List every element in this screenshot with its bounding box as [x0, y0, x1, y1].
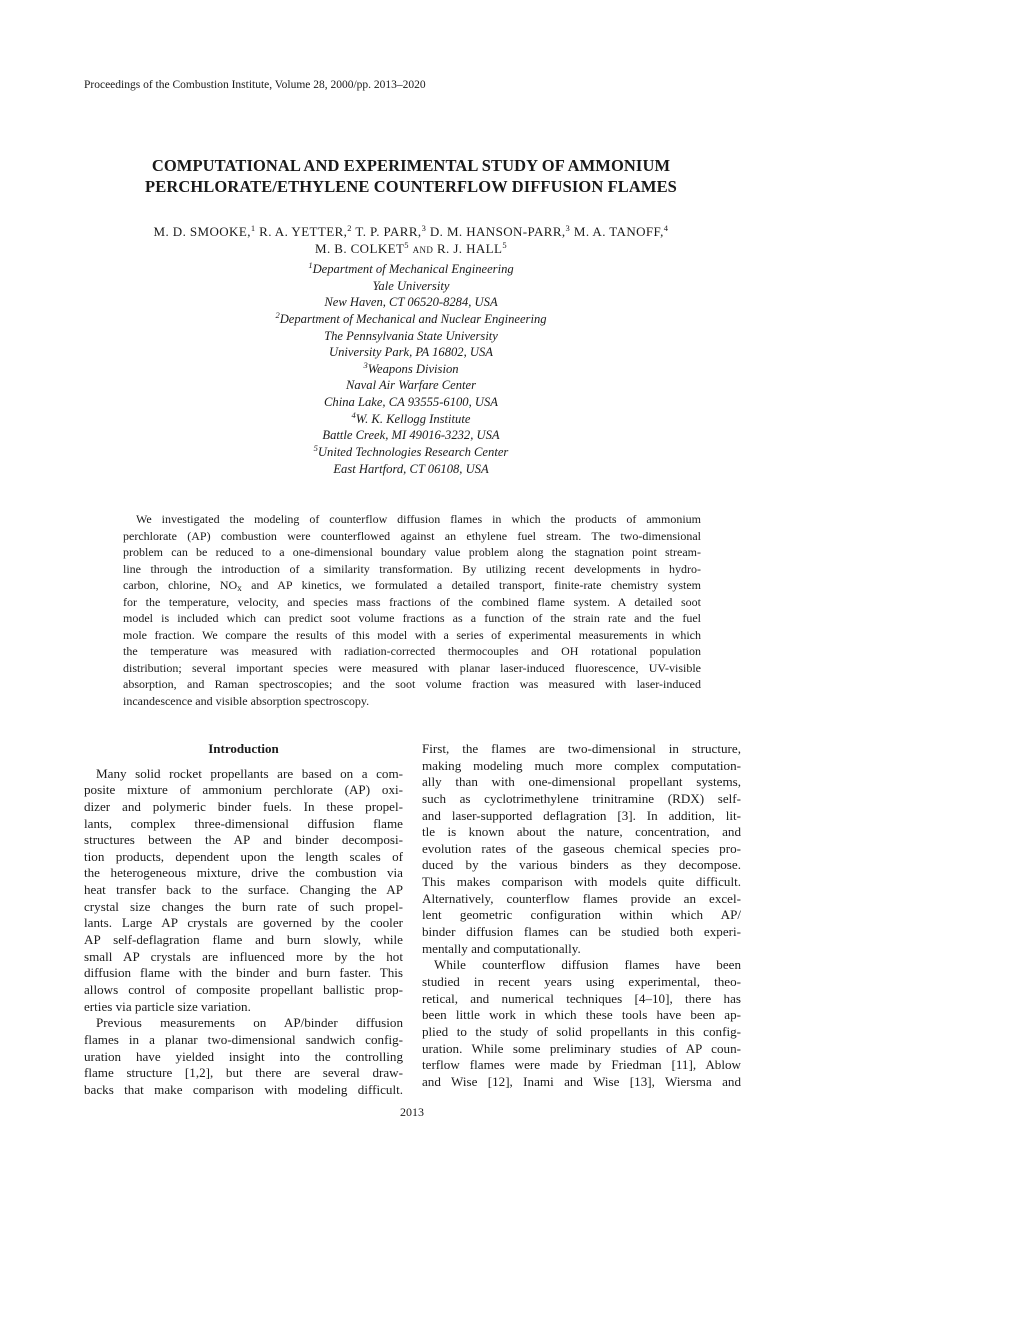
author-name: T. P. PARR,: [355, 224, 422, 239]
affil-text: Battle Creek, MI 49016-3232, USA: [322, 428, 500, 443]
abstract-line: [123, 577, 701, 594]
author-line-2: [60, 240, 762, 257]
body-line: lants, complex three-dimensional diffusion flame: [84, 815, 403, 831]
body-line: the heterogeneous mixture, drive the combustion via: [84, 865, 403, 881]
body-line: plied to the study of solid propellants in this config-: [422, 1023, 741, 1039]
body-line: binder diffusion flames can be studied both experi-: [422, 924, 741, 940]
abstract-line: problem can be reduced to a one-dimensional boundary value problem along the stagnation point stream-: [123, 545, 701, 559]
affil-mark: 3: [363, 359, 368, 370]
body-line: making modeling much more complex computation-: [422, 757, 741, 773]
body-line: retical, and numerical techniques [4–10], there has: [422, 990, 741, 1006]
body-line: studied in recent years using experimental, theo-: [422, 973, 741, 989]
paper-title: [60, 155, 762, 197]
body-line: duced by the various binders as they decompose.: [422, 857, 741, 873]
affil-text: Yale University: [372, 278, 450, 293]
author-affil-mark: 2: [347, 223, 352, 233]
author-affil-mark: 5: [502, 240, 508, 250]
affiliation-line: [60, 411, 762, 428]
affil-text: New Haven, CT 06520-8284, USA: [324, 295, 498, 310]
section-heading-introduction: Introduction: [208, 741, 279, 756]
affil-mark: 4: [351, 409, 356, 420]
right-column: [422, 741, 741, 1090]
affiliation-line: [60, 294, 762, 311]
body-line: allows control of composite propellant ballistic prop-: [84, 981, 403, 997]
author-affil-mark: 3: [421, 223, 427, 233]
body-line: tion products, dependent upon the length scales of: [84, 848, 403, 864]
body-line: Previous measurements on AP/binder diffusion: [96, 1015, 403, 1031]
body-line: backs that make comparison with modeling difficult.: [84, 1081, 403, 1097]
body-line: dizer and polymeric binder fuels. In these propel-: [84, 798, 403, 814]
body-line: AP self-deflagration flame and burn slowly, while: [84, 932, 403, 948]
body-line: lants. Large AP crystals are governed by the cooler: [84, 915, 403, 931]
affil-text: University Park, PA 16802, USA: [329, 345, 493, 360]
author-line-1: [60, 223, 762, 240]
body-line: flames in a planar two-dimensional sandwich config-: [84, 1031, 403, 1047]
body-line: tle is known about the nature, concentration, and: [422, 824, 741, 840]
body-line: flame structure [1,2], but there are several draw-: [84, 1065, 403, 1081]
body-line: posite mixture of ammonium perchlorate (AP) oxi-: [84, 782, 403, 798]
body-line: ally than with one-dimensional propellant systems,: [422, 774, 741, 790]
affiliation-line: [60, 361, 762, 378]
body-line: Many solid rocket propellants are based on a com-: [96, 765, 403, 781]
body-line: First, the flames are two-dimensional in structure,: [422, 741, 741, 756]
affiliation-line: [60, 377, 762, 394]
affiliation-list: [60, 261, 762, 477]
body-line: and Wise [12], Inami and Wise [13], Wiersma and: [422, 1073, 741, 1089]
abstract-text: carbon, chlorine, NO: [123, 578, 238, 592]
abstract-line: distribution; several important species were measured with planar laser-induced fluorescence, UV-visible: [123, 660, 701, 675]
abstract-line: model is included which can predict soot volume fractions as a function of the strain rate and the fuel: [123, 611, 701, 625]
running-head: Proceedings of the Combustion Institute, Volume 28, 2000/pp. 2013–2020: [84, 79, 426, 91]
body-line: crystal size changes the burn rate of such propel-: [84, 898, 403, 914]
abstract-line: perchlorate (AP) combustion were counterflowed against an ethylene fuel stream. The two-dimensional: [123, 528, 701, 543]
body-line: While counterflow diffusion flames have been: [434, 957, 741, 973]
abstract-line: the temperature was measured with radiation-corrected thermocouples and OH rotational population: [123, 644, 701, 658]
author-affil-mark: 3: [565, 223, 571, 233]
author-list: [60, 223, 762, 257]
body-line: Alternatively, counterflow flames provide an excel-: [422, 890, 741, 906]
abstract-text: and AP kinetics, we formulated a detailed transport, finite-rate chemistry system: [241, 578, 701, 592]
affiliation-line: [60, 311, 762, 328]
affil-mark: 5: [313, 443, 318, 454]
abstract-line: incandescence and visible absorption spectroscopy.: [123, 693, 370, 708]
author-name: R. A. YETTER,: [259, 224, 348, 239]
affil-text: W. K. Kellogg Institute: [355, 411, 471, 426]
author-affil-mark: 4: [663, 223, 669, 233]
body-line: mentally and computationally.: [422, 940, 581, 956]
title-line-2: PERCHLORATE/ETHYLENE COUNTERFLOW DIFFUSION FLAMES: [145, 177, 677, 196]
affiliation-line: [60, 444, 762, 461]
body-line: erties via particle size variation.: [84, 998, 251, 1014]
affiliation-line: [60, 427, 762, 444]
abstract-line: mole fraction. We compare the results of this model with a series of experimental measurements in which: [123, 627, 701, 642]
body-line: diffusion flame with the binder and burn faster. This: [84, 965, 403, 981]
affil-mark: 2: [275, 309, 280, 320]
body-line: uration. While some preliminary studies of AP coun-: [422, 1040, 741, 1056]
author-affil-mark: 1: [250, 223, 256, 233]
abstract-line: absorption, and Raman spectroscopies; and the soot volume fraction was measured with laser-induced: [123, 677, 701, 691]
affiliation-line: [60, 394, 762, 411]
body-line: structures between the AP and binder decomposi-: [84, 832, 403, 848]
affil-text: Naval Air Warfare Center: [345, 378, 477, 393]
affil-text: Weapons Division: [367, 361, 459, 376]
subscript-x: x: [237, 583, 242, 593]
author-affil-mark: 5: [404, 240, 409, 250]
author-name: D. M. HANSON-PARR,: [429, 224, 566, 239]
affil-mark: 1: [308, 260, 313, 270]
abstract: [123, 511, 701, 709]
body-line: small AP crystals are influenced more by the hot: [84, 948, 403, 964]
body-line: been little work in which these tools have been ap-: [422, 1007, 741, 1023]
body-line: and laser-supported deflagration [3]. In addition, lit-: [422, 807, 741, 823]
body-line: evolution rates of the gaseous chemical species pro-: [422, 840, 741, 856]
abstract-line: for the temperature, velocity, and species mass fractions of the combined flame system. A detailed soot: [123, 594, 701, 609]
body-line: such as cyclotrimethylene trinitramine (RDX) self-: [422, 790, 741, 806]
left-column: [84, 741, 403, 1098]
affil-text: United Technologies Research Center: [317, 445, 509, 460]
body-line: uration have yielded insight into the controlling: [84, 1048, 403, 1064]
body-line: terflow flames were made by Friedman [11], Ablow: [422, 1057, 741, 1073]
author-name: M. B. COLKET: [314, 241, 405, 256]
affil-text: East Hartford, CT 06108, USA: [333, 461, 489, 476]
affil-text: China Lake, CA 93555-6100, USA: [324, 395, 498, 410]
title-line-1: COMPUTATIONAL AND EXPERIMENTAL STUDY OF AMMONIUM: [151, 156, 671, 175]
affiliation-line: [60, 278, 762, 295]
author-name: M. D. SMOOKE,: [153, 224, 251, 239]
affiliation-line: [60, 261, 762, 278]
body-line: heat transfer back to the surface. Changing the AP: [84, 882, 403, 898]
author-name: R. J. HALL: [436, 241, 503, 256]
affiliation-line: [60, 328, 762, 345]
affil-text: The Pennsylvania State University: [324, 328, 498, 343]
author-name: M. A. TANOFF,: [573, 224, 664, 239]
body-line: This makes comparison with models quite difficult.: [422, 874, 741, 890]
affiliation-line: [60, 344, 762, 361]
abstract-line: We investigated the modeling of counterflow diffusion flames in which the products of ammonium: [136, 512, 701, 526]
affil-text: Department of Mechanical and Nuclear Engineering: [279, 311, 547, 326]
author-conjunction: and: [412, 241, 434, 256]
body-line: lent geometric configuration within which AP/: [422, 907, 741, 923]
affiliation-line: [60, 461, 762, 478]
abstract-line: line through the introduction of a similarity transformation. By utilizing recent developments in hydro-: [123, 561, 701, 576]
affil-text: Department of Mechanical Engineering: [312, 262, 514, 276]
page-number: 2013: [400, 1105, 424, 1119]
